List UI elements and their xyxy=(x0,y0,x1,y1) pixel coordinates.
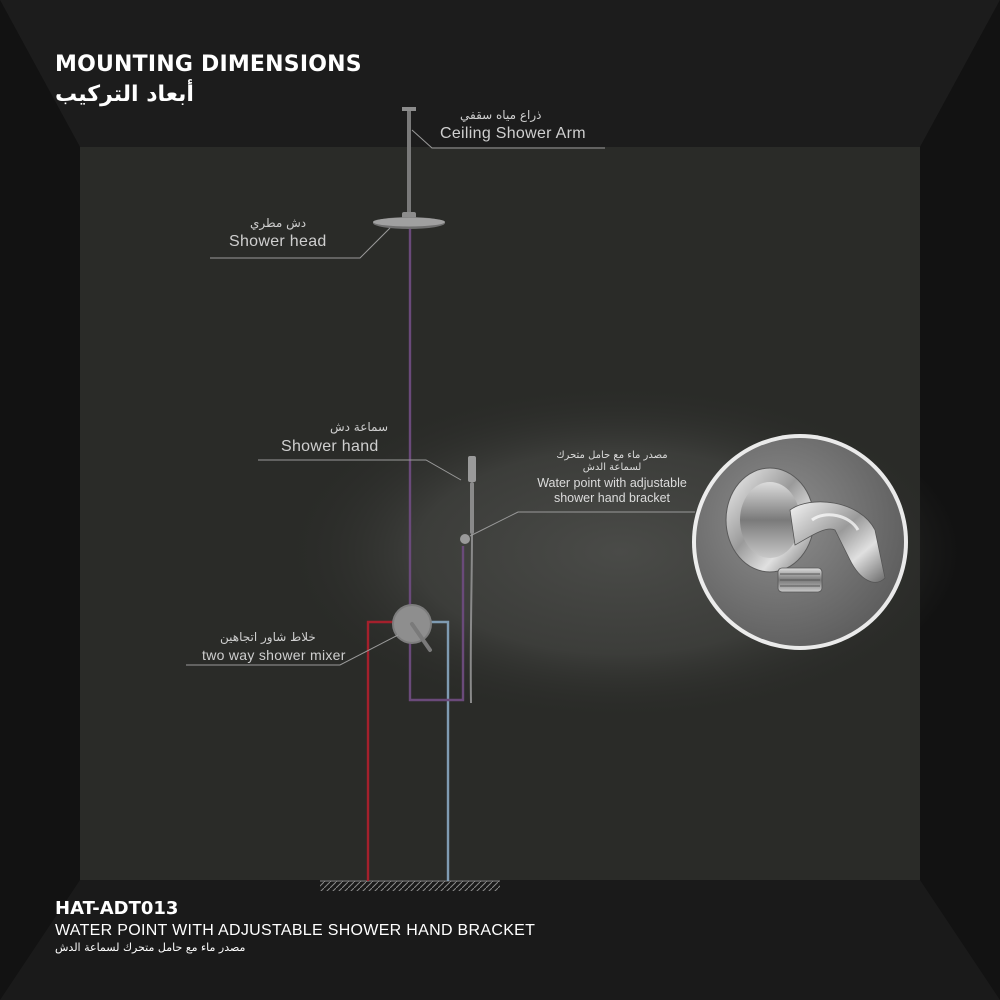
left-wall-panel xyxy=(0,0,80,1000)
zoom-detail xyxy=(692,434,908,650)
shower-head-label-arabic: دش مطري xyxy=(250,216,307,230)
water-point-label-arabic-1: مصدر ماء مع حامل متحرك xyxy=(556,450,668,461)
shower-hand-label-arabic: سماعة دش xyxy=(330,420,389,434)
product-code: HAT-ADT013 xyxy=(55,898,179,919)
floor-hatch xyxy=(320,881,500,891)
page-title: MOUNTING DIMENSIONS xyxy=(55,52,362,77)
product-name-arabic: مصدر ماء مع حامل متحرك لسماعة الدش xyxy=(55,941,246,954)
water-point-label-arabic-2: لسماعة الدش xyxy=(582,462,642,473)
page-title-arabic: أبعاد التركيب xyxy=(55,82,194,107)
ceiling-arm-label-arabic: ذراع مياه سقفي xyxy=(460,108,542,122)
shower-head-label: Shower head xyxy=(229,233,327,250)
ceiling-arm-label: Ceiling Shower Arm xyxy=(440,125,586,142)
water-point-label-1: Water point with adjustable xyxy=(537,476,687,490)
product-name: WATER POINT WITH ADJUSTABLE SHOWER HAND BRACKET xyxy=(55,922,536,939)
shower-hand-label: Shower hand xyxy=(281,438,379,455)
mixer-label-arabic: خلاط شاور اتجاهين xyxy=(220,630,316,644)
mixer-label: two way shower mixer xyxy=(202,647,346,663)
water-point-label-2: shower hand bracket xyxy=(553,491,671,505)
